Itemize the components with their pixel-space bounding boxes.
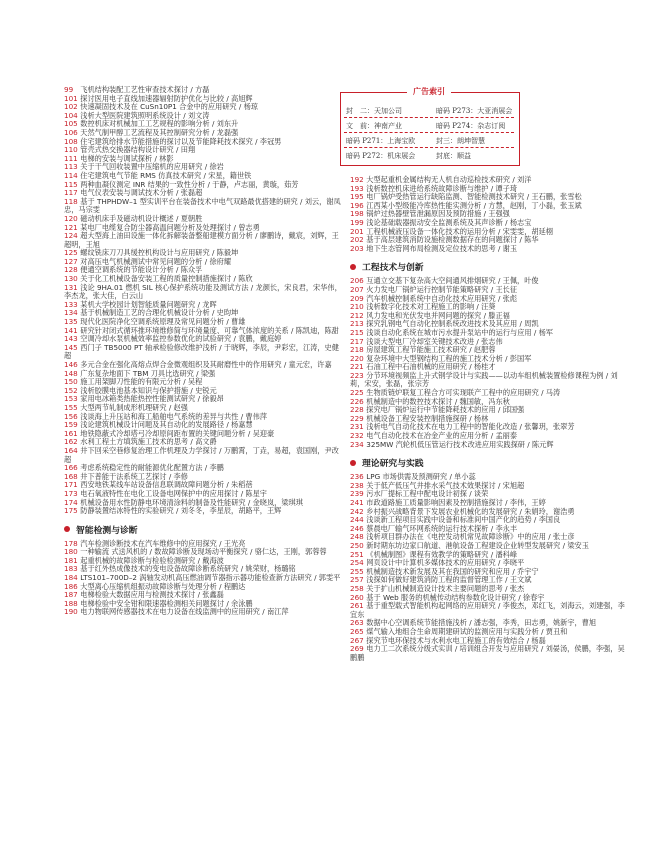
article-title: 蔡晨电厂输气环网系统的运行技术探析 / 李永丰: [366, 523, 518, 533]
article-title: 防静装置结冰特性的实验研究 / 刘冬冬，李星辰，胡路平，王辉: [80, 506, 282, 516]
section-title: 理论研究与实践: [362, 459, 424, 470]
article-title: 关于化工机械设备安装工程的质量控制措施探讨 / 陈欣: [80, 274, 253, 284]
toc-entry[interactable]: [64, 284, 344, 301]
toc-entry[interactable]: [350, 645, 630, 662]
article-title: 家用电冰箱类热能热控性能测试研究 / 徐毅昂: [80, 394, 224, 404]
article-title: 浅谈大型电厂冷却室关键技术改进 / 张志伟: [366, 336, 503, 346]
article-title: 大型离心压缩机组振动故障诊断与处理分析 / 程鹏达: [80, 581, 246, 591]
article-title: 大型两节轧制成形机理研究 / 赵强: [80, 402, 188, 412]
page-number: 134: [64, 308, 78, 318]
article-title: 机械制造技术新发展及其在我国的研究和应用 / 乔宇宁: [366, 566, 539, 576]
page-number: 146: [64, 360, 78, 369]
bullet-dot-icon: [350, 460, 356, 466]
article-title: 电力工二次系统分级式实训 / 培训组合开发与应用研究 / 刘晏汤，侯鹏，李强，吴鹏鹏: [350, 644, 625, 662]
page-number: 246: [350, 523, 364, 533]
article-title: 研究针对闭式循环推环境维修简与环境量度、可靠气体浓度的关系 / 陈凯迪，陈甜: [80, 325, 339, 335]
page-number: 203: [350, 243, 364, 253]
page-number: 174: [64, 497, 78, 507]
page-number: 180: [64, 547, 78, 557]
article-title: 浅谈海上升压站和海工船舶电气系统的差异与共性 / 曹伟萍: [80, 411, 267, 421]
article-title: 广东复杂地面下 TBM 刀具比选研究 / 梁强: [80, 368, 216, 378]
page-number: 101: [64, 93, 78, 103]
section-heading-theory: [350, 456, 630, 469]
page-number: 192: [350, 175, 364, 184]
toc-list-engineering: [350, 277, 630, 449]
article-title: 火力发电厂锅炉运行控制节能策略研究 / 王长征: [366, 284, 518, 294]
article-title: 汽车检测诊断技术在汽车维修中的应用探究 / 王光亮: [80, 538, 246, 548]
page-number: 226: [350, 396, 364, 406]
page-number: 244: [350, 515, 364, 525]
page-number: 118: [64, 196, 78, 206]
article-title: 浅析大型医院建筑照明系统设计 / 刘文涛: [80, 110, 210, 120]
page-number: 258: [350, 583, 364, 593]
page-number: 111: [64, 153, 78, 163]
article-title: 基于重型载式智能机构起网络的应用研究 / 李俊杰，邓红飞，刘海云，刘建强，李宜东: [350, 601, 625, 619]
article-title: 分节环境视频监上升式钢学设计与实践——以动车组机械装置检修课程为例 / 刘莉，宋安，张磊，张宗芳: [350, 370, 618, 389]
article-title: 地下生态管网布局检测及定位技术的思考 / 谢玉: [366, 243, 518, 253]
ad-index-cell: 暗码 P272：机床展会: [346, 152, 416, 160]
page-number: 255: [350, 566, 364, 576]
article-title: 现代化医院净化空调系统原理及常见问题分析 / 曹雄: [80, 317, 246, 327]
page-number: 99: [64, 85, 74, 94]
page-number: 121: [64, 222, 78, 232]
page-number: 239: [350, 489, 364, 499]
page-number: 254: [350, 558, 364, 568]
page-number: 196: [350, 200, 364, 210]
ad-index-divider: [344, 117, 514, 118]
article-title: 施工用架脚刀性能的有限元分析 / 吴程: [80, 377, 203, 387]
page-number: 171: [64, 480, 78, 490]
article-title: 某机大学校园计划智能质量问题研究 / 龙晖: [80, 299, 217, 309]
article-title: 生物质链炉联复工程合方可实现联产工程中的应用研究 / 马涛: [366, 388, 561, 398]
page-number: 181: [64, 555, 78, 565]
page-number: 241: [350, 498, 364, 507]
page-number: 213: [350, 319, 364, 329]
article-title: 电气仪表安装与调试技术分析 / 张磊超: [80, 188, 203, 198]
page-number: 261: [350, 601, 364, 611]
article-title: 关于扩山机械制造设计技术主要问题的思考 / 张杰: [366, 583, 525, 593]
article-title: 某电厂电缆复合防尘器高温问题分析及处理探讨 / 曾志勇: [80, 222, 260, 232]
toc-list-left: [64, 86, 344, 516]
article-title: 电石氧液特性在电化工设备电网保护中的应用探讨 / 陈星宇: [80, 488, 267, 498]
page-number: 236: [350, 472, 364, 482]
article-title: 基于 THPHDW–1 型实训平台在装备技术中电气双路最优搭建的研究 / 刘云，谢凤忠，马宗雯: [64, 196, 341, 215]
article-title: 西安地铁某线车站设备信息联调故障问题分析 / 朱稻蓓: [80, 480, 253, 490]
ad-index-cell: 封 二：天加公司: [346, 107, 402, 115]
article-title: 一种输流 式送风机的 / 数故障诊断及现场动平衡探究 / 骆仁达，王刚，郭蓉蓉: [80, 547, 327, 557]
page-number: 229: [350, 413, 364, 423]
page-number: 201: [350, 226, 364, 236]
article-title: 浅析数控机床进给系统故障诊断与维护 / 谭子琦: [366, 183, 518, 193]
page-number: 188: [64, 598, 78, 608]
page-number: 267: [350, 635, 364, 645]
page-number: 199: [350, 217, 364, 227]
article-title: 螺纹铣床刀刀具缓控机构设计与应用研究 / 陈毅坤: [80, 248, 239, 258]
page-number: 184: [64, 573, 78, 583]
article-title: 网页设计中计算机多媒体技术的应用研究 / 李晓平: [366, 558, 525, 568]
toc-entry[interactable]: [350, 372, 630, 389]
ad-index-cell: 封底：顺益: [436, 152, 471, 160]
page-number: 125: [64, 248, 78, 258]
ad-index-cell: 暗码 P274：杂志订阅: [436, 122, 506, 130]
page-number: 221: [350, 362, 364, 372]
article-title: 两种血凝仪测定 INR 结果的一致性分析 / 于静，卢志丽，黄璇，茹芳: [80, 179, 299, 189]
page-number: 106: [64, 127, 78, 137]
page-number: 175: [64, 506, 78, 516]
article-title: 乡村振兴战略背景下发展农业机械化的发展研究 / 朱娟玲，谢浩勇: [366, 506, 575, 516]
page-number: 124: [64, 231, 78, 241]
article-title: 井下回采空巷修复治理工作机理及力学探讨 / 万鹏霄，丁垚，易超，袁国刚，尹改超: [64, 445, 339, 464]
page-number: 141: [64, 325, 78, 335]
article-title: 房屋建筑工程节能施工技术研究 / 赵肥蓉: [366, 345, 496, 355]
article-title: 电梯检验大数据应用与检测技术探讨 / 张鑫磊: [80, 590, 224, 600]
page-number: 263: [350, 618, 364, 628]
section-heading-smart-detection: [64, 523, 344, 536]
page-number: 212: [350, 310, 364, 320]
article-title: LPG 市场供需及预测研究 / 单小蕊: [366, 472, 476, 482]
toc-entry[interactable]: [64, 344, 344, 361]
page-number: 187: [64, 590, 78, 600]
article-title: 复杂环境中大型钢结构工程的施工技术分析 / 彭国军: [366, 353, 532, 363]
article-title: 浅析项目群办法在《电控发动机常见故障诊断》中的应用 / 张士彦: [366, 532, 575, 542]
page-number: 198: [350, 209, 364, 219]
page-number: 173: [64, 488, 78, 498]
article-title: 锅炉过热器壁管泄漏原因及预防措施 / 王强强: [366, 209, 510, 219]
article-title: 电梯的安装与调试探析 / 林影: [80, 153, 174, 163]
page-number: 166: [64, 463, 78, 473]
article-title: 便通空调系统的节能设计分析 / 陈众孚: [80, 265, 203, 275]
toc-list-right-top: [350, 176, 630, 253]
page-number: 110: [64, 145, 78, 155]
page-number: 127: [64, 256, 78, 266]
page-number: 210: [350, 302, 364, 312]
article-title: 石油工程中石油机械的应用研究 / 杨桂才: [366, 362, 496, 372]
toc-entry[interactable]: [350, 602, 630, 619]
page-number: 228: [350, 405, 364, 415]
article-title: 天然气制甲醇工艺流程及其控制研究分析 / 龙磊强: [80, 127, 239, 137]
page-number: 250: [350, 540, 364, 550]
page-number: 153: [64, 394, 78, 404]
article-title: 浅论基础载器振动安全监测系统及其声诊断 / 杨志宝: [366, 217, 532, 227]
article-title: 对高压电气机械测试中常见问题的分析 / 徐府耀: [80, 256, 232, 266]
page-number: 217: [350, 336, 364, 346]
page-number: 231: [350, 422, 364, 432]
page-number: 161: [64, 428, 78, 438]
article-title: 浅论建筑机械设计问题及其自动化的发展路径 / 杨嘉慧: [80, 420, 253, 430]
page-number: 108: [64, 136, 78, 146]
article-title: LTS101–700D–2 涡轴发动机高压燃油调节器指示器功能检查新方法研究 / 郭雯平: [80, 573, 341, 583]
article-title: 新时期东坊边家口航道、港航设备工程建设企业转型发展研究 / 梁安玉: [366, 540, 589, 550]
page-number: 102: [64, 102, 78, 112]
article-title: 325MW 汽轮机低压管运行技术改进应用实践探研 / 陈元辉: [366, 439, 554, 449]
article-title: 数据中心空调系统节能措施浅析 / 潘志强，李秀，田志勇，姚新宇，曹旭: [366, 618, 597, 628]
article-title: 电力物联网传感器技术在电力设备在线监测中的应用研究 / 南江萍: [80, 607, 289, 617]
page-number: 114: [64, 170, 78, 180]
page-number: 159: [64, 420, 78, 430]
page-number: 206: [350, 276, 364, 286]
page-number: 207: [350, 284, 364, 294]
page-number: 152: [64, 385, 78, 395]
ad-index-cell: 文 前：神南产业: [346, 122, 402, 130]
article-title: 地铁隐蔽式冷却塔弓冷却原间距布置的关键问题分析 / 吴迎豪: [80, 428, 275, 438]
page-number: 234: [350, 439, 364, 449]
page-number: 164: [64, 445, 78, 455]
article-title: 探究节电环保技术与水利水电工程施工的有效结合 / 杨磊: [366, 635, 546, 645]
page-number: 128: [64, 265, 78, 275]
toc-entry[interactable]: [64, 198, 344, 215]
page-number: 238: [350, 480, 364, 490]
page-number: 220: [350, 353, 364, 363]
left-column: [64, 86, 344, 617]
ad-index-cell: 暗码 P271：上海宝欧: [346, 137, 416, 145]
article-title: 污水厂提标工程中配电设计初探 / 谈荣: [366, 489, 489, 499]
page-number: 130: [64, 274, 78, 284]
page-number: 115: [64, 179, 78, 189]
article-title: 起重机械的故障诊断与检验检测研究 / 戴海波: [80, 555, 224, 565]
page-number: 269: [350, 644, 364, 654]
article-title: 市政道路施工质量影响因素及控制措施探讨 / 李伟，王婷: [366, 498, 546, 507]
page-number: 178: [64, 538, 78, 548]
page-number: 168: [64, 471, 78, 481]
article-title: 浅论 9HA.01 燃机 SIL 核心保护系统功能及测试方法 / 龙颜长，宋良君，宋华伟，李杰龙，张大佳，白云山: [64, 282, 342, 301]
page-number: 190: [64, 607, 78, 617]
article-title: 机械设备工程安装控制措施探研 / 杨林: [366, 413, 489, 423]
article-title: 住宅建筑电气节能 RMS 仿真技术研究 / 宋星，籍世铁: [80, 170, 252, 180]
page-number: 133: [64, 299, 78, 309]
article-title: 电气自动化技术在冶金产业的应用分析 / 孟丽泰: [366, 431, 518, 441]
page-number: 218: [350, 345, 364, 355]
page-number: 232: [350, 431, 364, 441]
toc-entry[interactable]: [64, 232, 344, 249]
article-title: 管壳式热交换器结构设计研究 / 田翔: [80, 145, 196, 155]
page-number: 260: [350, 592, 364, 602]
toc-entry[interactable]: [350, 245, 630, 254]
article-title: 《机械制图》课程有效教学的策略研究 / 潘科峰: [366, 549, 518, 559]
article-title: 工程机械液压设备一体化技术的运用分析 / 宋雯雯，胡延栩: [366, 226, 553, 236]
page-number: 215: [350, 327, 364, 337]
page-number: 257: [350, 575, 364, 585]
ad-index-divider: [344, 132, 514, 133]
page-number: 143: [64, 334, 78, 344]
page-number: 193: [350, 183, 364, 193]
article-title: 磁动机床手及磁动机设计概述 / 夏朝胜: [80, 213, 203, 223]
article-title: 西门子 TB5000 PT 轴承检验修改维护浅析 / 于晓辉，李辰，尹彩宏，江涛，史健超: [64, 342, 339, 361]
article-title: 浅探如何做好建筑消防工程的监督管理工作 / 王文斌: [366, 575, 532, 585]
article-title: 飞机结构装配工艺性审查技术探讨 / 方磊: [80, 85, 210, 94]
article-title: 机械制造中的数控技术探讨 / 魏国敏，冯东秋: [366, 396, 510, 406]
page-number: 145: [64, 342, 78, 352]
right-column: [350, 176, 630, 662]
article-title: 浅谈新工程项目实践中设备和标准间中国产化的趋势 / 李国良: [366, 515, 561, 525]
page-number: 223: [350, 370, 364, 380]
page-number: 117: [64, 188, 78, 198]
ad-index-title: 广告索引: [407, 86, 451, 97]
section-heading-engineering: [350, 260, 630, 273]
ad-index-cell: 暗码 P273：大亚消展会: [436, 107, 513, 115]
bullet-dot-icon: [350, 264, 356, 270]
toc-entry[interactable]: [64, 507, 344, 516]
page-number: 105: [64, 119, 78, 129]
ad-index-divider: [344, 147, 514, 148]
toc-list-theory: [350, 473, 630, 662]
article-title: 电厂锅炉受热管运行缺陷监测、智能检测技术研究 / 王石鹏，张雪松: [366, 192, 582, 202]
page-number: 248: [350, 532, 364, 542]
ad-index-cell: 封三：朗坤智慧: [436, 137, 485, 145]
page-number: 162: [64, 437, 78, 447]
article-title: 机械设备用水性防静电环境清涂料的制备及性能研究 / 金晓岚，梁琪琪: [80, 497, 303, 507]
page-number: 104: [64, 110, 78, 120]
page-number: 242: [350, 506, 364, 516]
toc-list-smart: [64, 540, 344, 617]
article-title: 数控机床对机械加工工艺规程的影响分析 / 刘东升: [80, 119, 239, 129]
article-title: 浅析电气自动化技术在电力工程中的智能化改造 / 张馨玥，张翠芳: [366, 422, 575, 432]
toc-entry[interactable]: [350, 441, 630, 450]
article-title: 水利工程土方填筑施工技术的思考 / 高文爵: [80, 437, 217, 447]
page-number: 156: [64, 411, 78, 421]
article-title: 空调冷却水泵机械效率监控参数优化的试验研究 / 袁鹏，戴庭婷: [80, 334, 282, 344]
article-title: 浅析胶膜电池基本知识与保护措施 / 史锐元: [80, 385, 217, 395]
page-number: 225: [350, 388, 364, 398]
article-title: 大型起重机金属结构无人机自动巡检技术研究 / 刘洋: [366, 175, 532, 184]
article-title: 汽车机械控制系统中自动化技术应用研究 / 张彪: [366, 293, 518, 303]
page-number: 251: [350, 549, 364, 559]
article-title: 煤气输入地组合生命周期建研试的监测应用与实践分析 / 贾丑和: [366, 626, 568, 636]
page-number: 113: [64, 162, 78, 172]
article-title: 关于低产低压气井排水采气技术效果探讨 / 宋旭超: [366, 480, 525, 490]
article-title: 考虑系统稳定性的耐能源优化配置方法 / 李鹏: [80, 463, 224, 473]
page-number: 131: [64, 282, 78, 292]
page-number: 148: [64, 368, 78, 378]
article-title: 超大型海上油田设施一体化拆解装备整船建模方面分析 / 廖鹏诗，戴宸，刘辉，王超明，王旭: [64, 231, 339, 249]
article-title: 基于红外热成像技术的变电设备故障诊断系统研究 / 姚荣财，杨璐铭: [80, 564, 296, 574]
toc-entry[interactable]: [64, 608, 344, 617]
article-title: 住宅建筑给排水节能措施的探讨以及节能降耗技术探究 / 李冠男: [80, 136, 282, 146]
article-title: 江西某小型级能冷库热性能实测分析 / 方慧，赵刚，丁小磊，张玉斌: [366, 200, 582, 210]
article-title: 互通立交基下复杂高大空间通风排烟研究 / 王佩，叶俊: [366, 276, 539, 286]
article-title: 基于机械制造工艺的合理化机械设计分析 / 史昀坤: [80, 308, 239, 318]
page-number: 265: [350, 626, 364, 636]
bullet-dot-icon: [64, 526, 70, 532]
article-title: 井下普能干法系统工艺探讨 / 李修: [80, 471, 188, 481]
article-title: 探究电厂锅炉运行中节能降耗技术的应用 / 邱国强: [366, 405, 525, 415]
page-number: 150: [64, 377, 78, 387]
page-number: 202: [350, 235, 364, 245]
page-number: 135: [64, 317, 78, 327]
article-title: 多元合金在强化高熔点焊合金微观组织及其耐磨性中的作用研究 / 童元宏，许嘉: [80, 360, 332, 369]
section-title: 工程技术与创新: [362, 263, 424, 274]
section-title: 智能检测与诊断: [76, 525, 138, 536]
page-number: 120: [64, 213, 78, 223]
page-number: 186: [64, 581, 78, 591]
article-title: 关于干气回收装置中压缩机的应用研究 / 徐岩: [80, 162, 224, 172]
article-title: 浅析数字化技术对工程施工的影响 / 汪葵: [366, 302, 496, 312]
page-number: 195: [350, 192, 364, 202]
article-title: 探讨医用电子直线加速器辐射防护优化与比较 / 高旭辉: [80, 93, 253, 103]
ad-index-box: [340, 86, 520, 166]
toc-entry[interactable]: [64, 447, 344, 464]
page-number: 155: [64, 402, 78, 412]
page-number: 183: [64, 564, 78, 574]
article-title: 风力发电和光伏发电并网问题的探究 / 滕正福: [366, 310, 510, 320]
page-number: 209: [350, 293, 364, 303]
article-title: 快速凝固技术及在 CuSn10P1 合金中的应用研究 / 杨琼: [80, 102, 258, 112]
article-title: 基于 Web 服务的机械传动结构参数化设计研究 / 徐春宇: [366, 592, 545, 602]
article-title: 基于高层建筑消防设施检测数据存在的问题探讨 / 陈华: [366, 235, 539, 245]
article-title: 浅谈自动化系统在城市污水提升泵站中的运行与应用 / 杨军: [366, 327, 553, 337]
article-title: 电梯检验中安全钳和限速器检测相关问题探讨 / 余泳鹏: [80, 598, 253, 608]
article-title: 探究乳钢电气自动化控制系统改进技术及其应用 / 周凯: [366, 319, 539, 329]
